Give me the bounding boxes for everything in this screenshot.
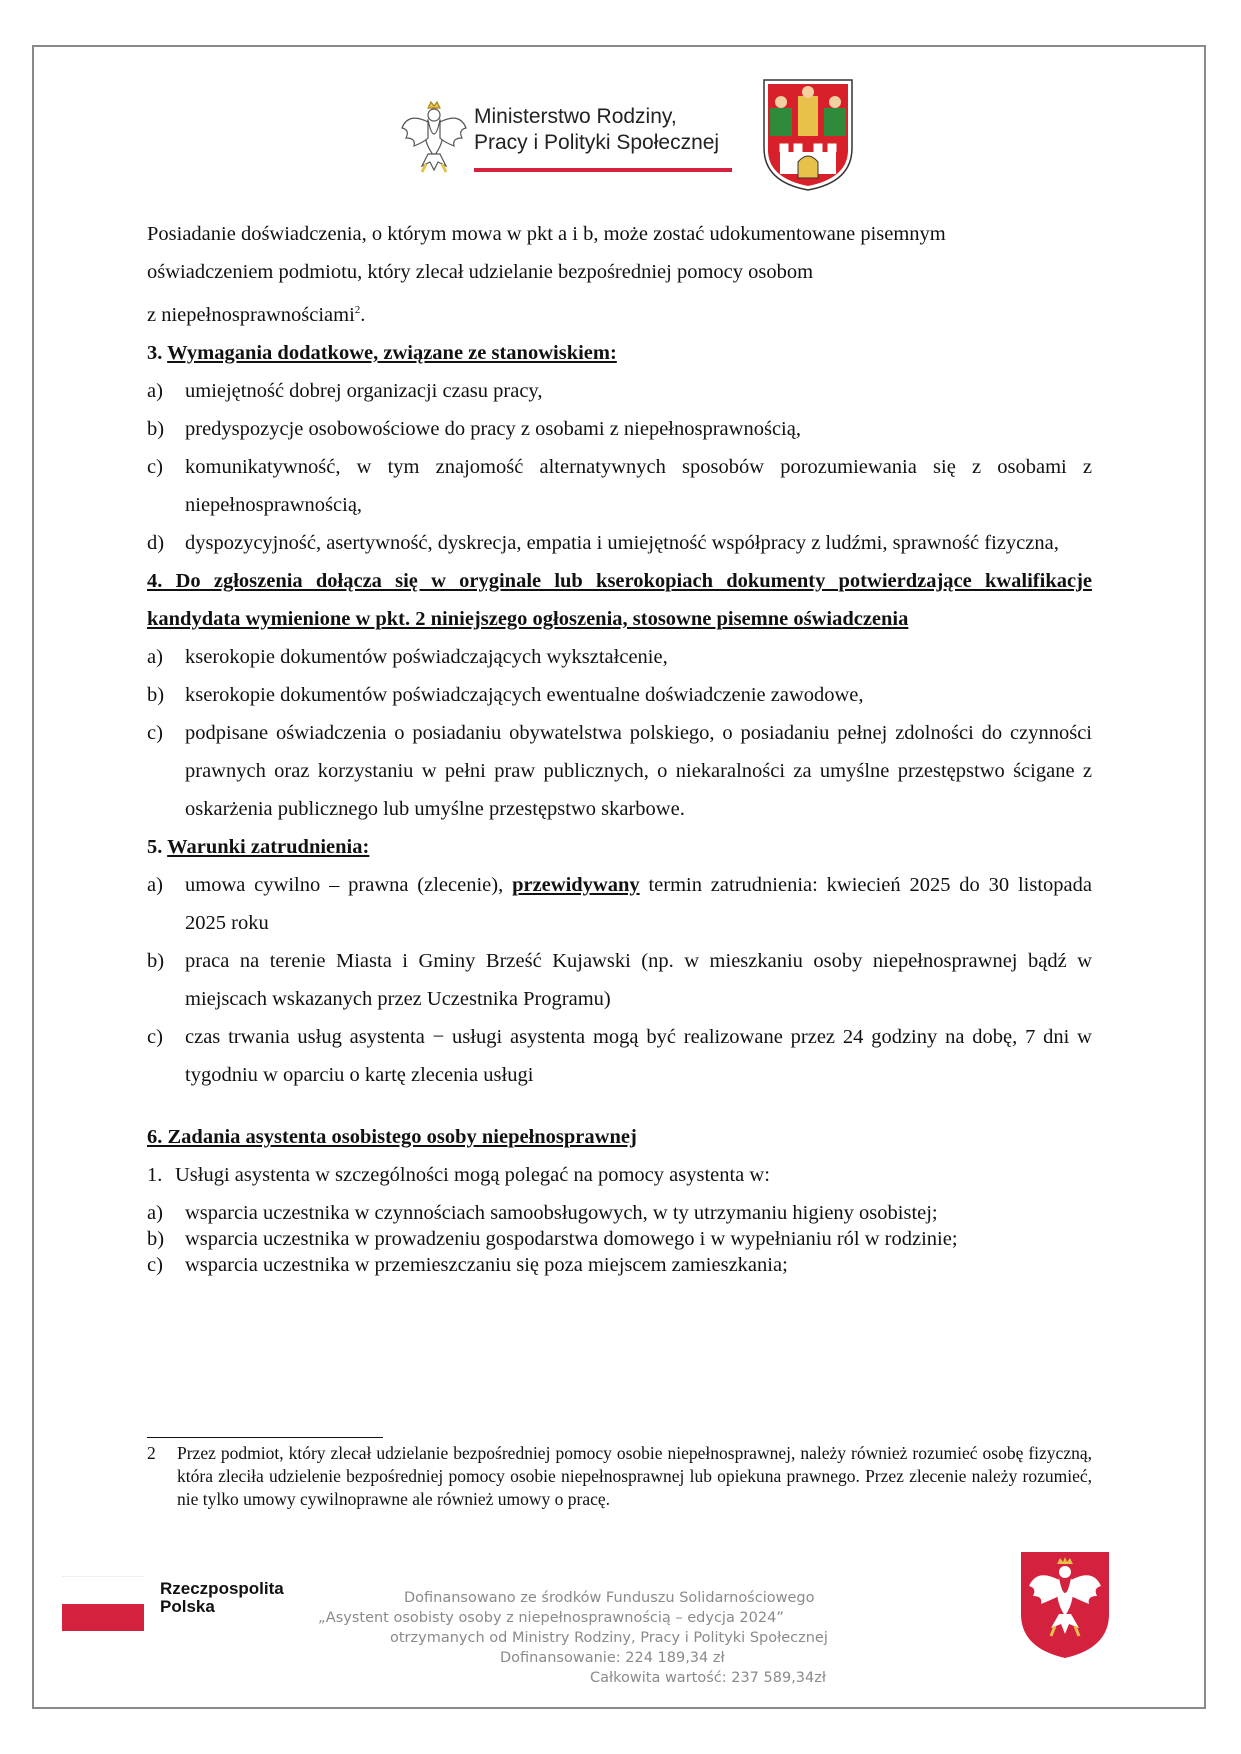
list-marker: a)	[147, 645, 163, 668]
list-marker: a)	[147, 873, 163, 896]
footnote-text: Przez podmiot, który zlecał udzielanie bezpośredniej pomocy osobie niepełnosprawnej, należy również rozumieć osobę fizyczną, która zleciła udzielenie bezpośredniej pomocy osobie niepełnosprawnej lub opiekuna prawnego. Przez zlecenie należy rozumieć, nie tylko umowy cywilnoprawne ale również umowy o pracę.	[177, 1443, 1092, 1509]
list-marker: a)	[147, 379, 163, 402]
intro-line-3-end: .	[360, 303, 366, 326]
polish-flag-icon	[62, 1576, 144, 1630]
funding-line-4: Dofinansowanie: 224 189,34 zł	[500, 1650, 725, 1666]
list-item	[147, 448, 1092, 524]
list-item	[147, 410, 1092, 448]
flag-red-band	[62, 1604, 144, 1631]
white-eagle-icon	[398, 98, 470, 176]
footnote-number: 2	[147, 1443, 156, 1463]
list-marker: c)	[147, 455, 163, 478]
section-4-title: 4. Do zgłoszenia dołącza się w oryginale lub kserokopiach dokumenty potwierdzające kwalifikacje kandydata wymienione w pkt. 2 niniejszego ogłoszenia, stosowne pisemne oświadczenia	[147, 569, 1092, 630]
list-marker: b)	[147, 417, 165, 440]
section-5-heading	[147, 828, 1092, 866]
section-gap	[147, 1094, 1092, 1118]
list-item	[147, 1156, 1092, 1194]
list-text: komunikatywność, w tym znajomość alternatywnych sposobów porozumiewania się z osobami z niepełnosprawnością,	[185, 455, 1092, 516]
ministry-line-1: Ministerstwo Rodziny,	[474, 105, 677, 128]
list-text-after: termin zatrudnienia: kwiecień 2025 do 30 listopada 2025 roku	[185, 873, 1092, 934]
list-item	[147, 676, 1092, 714]
footnote-ref[interactable]: 2	[354, 304, 361, 316]
list-item	[147, 1018, 1092, 1094]
intro-line-3	[147, 291, 1092, 334]
rp-line-2: Polska	[160, 1597, 215, 1616]
section-6-heading	[147, 1118, 1092, 1156]
list-item	[147, 1200, 1092, 1226]
funding-line-2: „Asystent osobisty osoby z niepełnosprawnością – edycja 2024”	[318, 1610, 784, 1626]
list-marker: b)	[147, 949, 165, 972]
list-marker: 1.	[147, 1163, 163, 1186]
section-3-title: Wymagania dodatkowe, związane ze stanowiskiem:	[167, 341, 617, 364]
list-text: kserokopie dokumentów poświadczających wykształcenie,	[185, 645, 668, 668]
list-item	[147, 638, 1092, 676]
list-marker: c)	[147, 721, 163, 744]
footnote	[147, 1442, 1092, 1511]
rp-line-1: Rzeczpospolita	[160, 1579, 284, 1598]
list-text: podpisane oświadczenia o posiadaniu obywatelstwa polskiego, o posiadaniu pełnej zdolności do czynności prawnych oraz korzystaniu w pełni praw publicznych, o niekaralności za umyślne przestępstwo ścigane z oskarżenia publicznego lub umyślne przestępstwo skarbowe.	[185, 721, 1092, 820]
list-item	[147, 942, 1092, 1018]
intro-line-2: oświadczeniem podmiotu, który zlecał udzielanie bezpośredniej pomocy osobom	[147, 261, 814, 283]
list-marker: b)	[147, 683, 165, 706]
section-3-number: 3.	[147, 341, 163, 364]
list-text: praca na terenie Miasta i Gminy Brześć Kujawski (np. w mieszkaniu osoby niepełnosprawnej bądź w miejscach wskazanych przez Uczestnika Programu)	[185, 949, 1092, 1010]
list-text-bold: przewidywany	[512, 873, 640, 896]
flag-white-band	[62, 1576, 144, 1604]
section-3-heading	[147, 334, 1092, 372]
list-item	[147, 1226, 1092, 1252]
footnote-separator	[147, 1437, 383, 1438]
polish-eagle-emblem-icon	[1019, 1550, 1111, 1660]
ministry-name	[474, 104, 719, 156]
section-5-title: Warunki zatrudnienia:	[167, 835, 370, 858]
list-item	[147, 524, 1092, 562]
list-text: wsparcia uczestnika w przemieszczaniu się poza miejscem zamieszkania;	[185, 1253, 788, 1276]
list-text-before: umowa cywilno – prawna (zlecenie),	[185, 873, 513, 896]
list-text: dyspozycyjność, asertywność, dyskrecja, empatia i umiejętność współpracy z ludźmi, sprawność fizyczna,	[185, 531, 1059, 554]
list-text: umiejętność dobrej organizacji czasu pracy,	[185, 379, 543, 402]
list-item	[147, 372, 1092, 410]
section-4-heading	[147, 562, 1092, 638]
list-marker: c)	[147, 1025, 163, 1048]
section-5-number: 5.	[147, 835, 163, 858]
funding-line-5: Całkowita wartość: 237 589,34zł	[590, 1670, 826, 1686]
list-text: czas trwania usług asystenta − usługi asystenta mogą być realizowane przez 24 godziny na dobę, 7 dni w tygodniu w oparciu o kartę zlecenia usługi	[185, 1025, 1092, 1086]
funding-line-1: Dofinansowano ze środków Funduszu Solidarnościowego	[404, 1590, 815, 1606]
intro-line-1: Posiadanie doświadczenia, o którym mowa w pkt a i b, może zostać udokumentowane pisemnym	[147, 223, 946, 245]
list-item	[147, 714, 1092, 828]
funding-info	[300, 1588, 900, 1688]
list-text: wsparcia uczestnika w prowadzeniu gospodarstwa domowego i w wypełnianiu ról w rodzinie;	[185, 1227, 958, 1250]
town-coat-of-arms-icon	[762, 78, 854, 192]
list-text: kserokopie dokumentów poświadczających ewentualne doświadczenie zawodowe,	[185, 683, 864, 706]
list-marker: d)	[147, 531, 165, 554]
funding-line-3: otrzymanych od Ministry Rodziny, Pracy i Polityki Społecznej	[390, 1630, 828, 1646]
list-marker: a)	[147, 1201, 163, 1224]
list-text	[185, 866, 1092, 942]
list-text: predyspozycje osobowościowe do pracy z osobami z niepełnosprawnością,	[185, 417, 801, 440]
document-body	[147, 215, 1092, 1278]
list-text: Usługi asystenta w szczególności mogą polegać na pomocy asystenta w:	[175, 1163, 770, 1186]
list-text: wsparcia uczestnika w czynnościach samoobsługowych, w ty utrzymaniu higieny osobistej;	[185, 1201, 938, 1224]
ministry-red-bar	[474, 168, 732, 172]
ministry-line-2: Pracy i Polityki Społecznej	[474, 131, 720, 154]
list-item	[147, 866, 1092, 942]
rzeczpospolita-logo-text	[160, 1580, 284, 1616]
list-marker: b)	[147, 1227, 165, 1250]
list-item	[147, 1252, 1092, 1278]
list-marker: c)	[147, 1253, 163, 1276]
section-6-title: 6. Zadania asystenta osobistego osoby niepełnosprawnej	[147, 1125, 637, 1148]
intro-line-3-text: z niepełnosprawnościami	[147, 303, 355, 326]
